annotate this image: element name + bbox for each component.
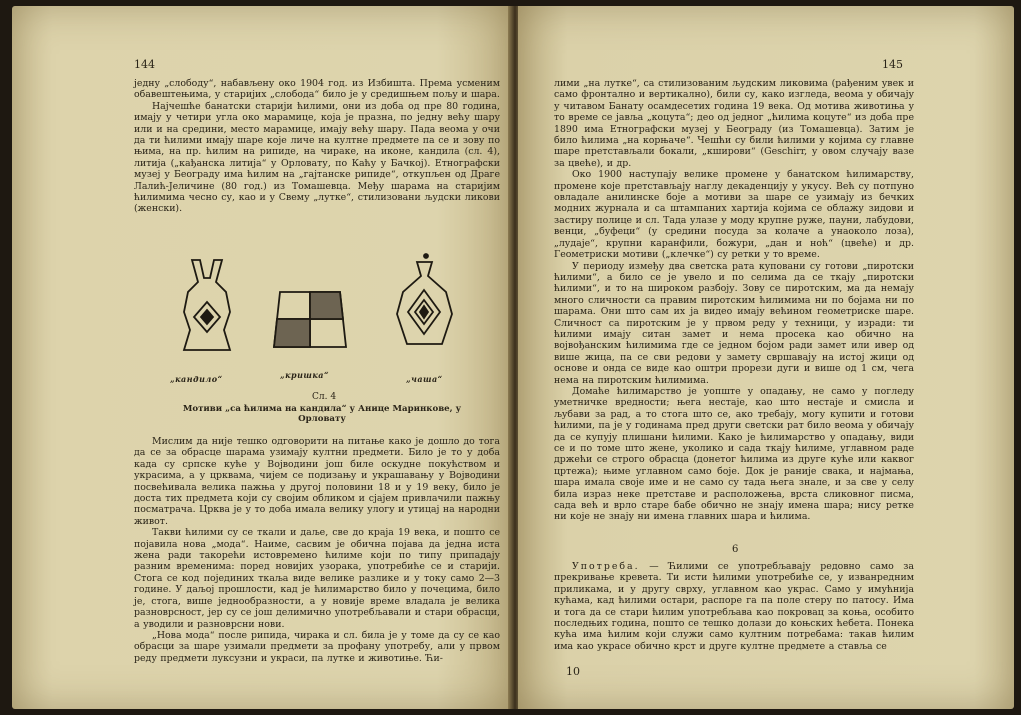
paragraph: Око 1900 наступају велике промене у банатском ћилимарству, промене које претстављају наглу декаденцију у укусу. Већ су потпуно овладале анилинске боје а мотиви за шаре се узимају из бечких модних журнала и са штампаних хартија којима се облажу зидови и застиру полице и сл. Тада улазе у моду крупне руже, пауни, лабудови, венци, „буфеци“ (у средини посуда за колаче а унаоколо лоза), „лудаје“, крупни каранфили, божури, „дан и ноћ“ (цвеће) и др. Геометриски мотиви („клечке“) су ретки у то време. (554, 169, 914, 261)
kandilo-motif (184, 260, 230, 350)
left-page (12, 6, 512, 709)
paragraph: Мислим да није тешко одговорити на питање како је дошло до тога да се за обрасце шарама узимају култни предмети. Било је то у доба када су српске куће у Војводини још биле оскудне покућством и украсима, а у црквама, чијем се подизању и украшавању у Војводини посвећивала велика пажња у другој половини 18 и у 19 веку, било је доста тих предмета који су својим обликом и сјајем привлачили пажњу посматрача. Црква је у то доба имала велику улогу и утицај на народни живот. (134, 436, 500, 527)
figure-number: Сл. 4 (312, 392, 337, 402)
left-top-text (134, 78, 500, 215)
label-kriska: „кришка“ (280, 370, 330, 380)
paragraph: У периоду између два светска рата куповани су готови „пиротски ћилими“, а било се је увело и по селима да се ткају „пиротски ћилими“, и то на широком разбоју. Зову се пиротским, ма да немају много сличности са правим пиротским ћилимима ни по бојама ни по шарама. Они што сам их ја видео имају већином геометриске шаре. Сличност са пиротским је у првом реду у техници, у изради: ти ћилими имају ситан замет и нема просека као обично на војвођанским ћилимима где се једном бојом ради замет или ивер од више жица, па се сви редови у замету свршавају на истој жици од основе и онда се виде као оштри прорези дуги и више од 1 см, чега нема на пиротским ћилимима. (554, 260, 914, 386)
paragraph (554, 561, 914, 652)
label-kandilo: „кандило“ (170, 374, 223, 384)
section-text: — Ћилими се употребљавају редовно само за прекривање кревета. Ти исти ћилими употребиће се, у изванредним приликама, и у другу сврху, углавном као украс. Само у имућнија кућама, кад ћилими остари, распоре га па поле стеру по патосу. Има и тога да се стари ћилим употребљава као покровац за коња, особито последњих година, пошто се тешко долази до коњских ћебета. Понека кућа има ћилим који служи само култним потребама: такав ћилим има као украсе обично крст и друге култне предмете а стављa се (554, 561, 915, 652)
page-number-left: 144 (134, 58, 155, 71)
paragraph: једну „слободу“, набављену око 1904 год. из Избишта. Према усменим обавештењима, у старијих „слобода“ било је у средишњем пољу и шара. (134, 78, 500, 101)
signature-number: 10 (566, 665, 580, 678)
right-page (518, 6, 1014, 709)
paragraph: лими „на лутке“, са стилизованим људским ликовима (рађеним увек и само фронтално и вертикално), били су, како изгледа, веома у обичају у читавом Банату осамдесетих година 19 века. Од мотива животиња у то време се јавља „коцута“; део од једног „ћилима коцуте“ из доба пре 1890 има Етнографски музеј у Београду (из Томашевца). Затим је било ћилима „на корњаче“. Чешћи су били ћилими у којима су главне шаре претстављали бокали, „кширови“ (Geschirr, у овом случају вазе за цвеће), и др. (554, 78, 914, 169)
page-number-right: 145 (882, 58, 903, 71)
figure-caption: Мотиви „са ћилима на кандила“ у Анице Маринкове, у Орловату (182, 404, 462, 424)
casa-motif (397, 254, 452, 344)
kriska-motif (274, 292, 346, 347)
label-casa: „чаша“ (406, 374, 443, 384)
right-bottom-text (554, 561, 914, 652)
paragraph: Такви ћилими су се ткали и даље, све до краја 19 века, и пошто се појавила нова „мода“. Наиме, сасвим је обична појава да једна иста жена ради такорећи истовремено ћилиме који по типу припадају разним временима: поред новијих узорака, употребиће се и старији. Стога се код појединих ткаља виде велике разлике и у току само 2—3 године. У даљој прошлости, кад је ћилимарство било у почецима, било је, стога, више једнообразности, а у новије време владала је велика разноврсност, јер су се још делимично употребљавали и стари обрасци, а уводили и разноврсни нови. (134, 527, 500, 630)
section-lead: Употреба. (572, 561, 640, 572)
paragraph: Најчешће банатски старији ћилими, они из доба од пре 80 година, имају у четири угла око марамице, која је празна, по једну већу шару или и на средини, место марамице, имају већу шару. Пада веома у очи да ти ћилими имају шаре које личе на култне предмете па се и зову по њима, на пр. ћилим на рипиде, на чираке, на иконе, кандила (сл. 4), литија („кађанска литија“ у Орловату, по Каћу у Бачкој). Етнографски музеј у Београду има ћилим на „гајтанске рипиде“, откупљен од Драге Лалић-Јеличине (80 год.) из Томашевца. Међу шарама на старијим ћилимима чесно су, као и у Свему „лутке“, стилизовани људски ликови (женски). (134, 100, 500, 215)
left-bottom-text (134, 436, 500, 664)
right-top-text (554, 78, 914, 523)
paragraph: Домаће ћилимарство је уопште у опадању, не само у погледу уметничке вредности; њега нестаје, као што нестаје и смисла и љубави за рад, а то стога што се, ако требају, могу купити и готови ћилими, па је у годинама пред други светски рат било веома у обичају да се купују плишани ћилими. Како је ћилимарство у опадању, види се и по томе што жене, уколико и сада ткају ћилиме, углавном раде држећи се строго обрасца (донетог ћилима из друге куће или каквог цртежа); њиме углавном само боје. Док је раније свака, и најмања, шара имала своје име и не само су тада њега знале, и за све у селу била израз неке претставе и расположења, врста сликовног писма, сада већ и врло старе бабе обично не знају имена шара; нису ретке ни које не знају ни имена главних шара и ћилима. (554, 385, 914, 523)
paragraph: „Нова мода“ после рипида, чирака и сл. била је у томе да су се као обрасци за шаре узимали предмети за профану употребу, али у првом реду предмети луксузни и украси, па лутке и животиње. Ћи- (134, 629, 500, 664)
section-number: 6 (732, 544, 739, 555)
